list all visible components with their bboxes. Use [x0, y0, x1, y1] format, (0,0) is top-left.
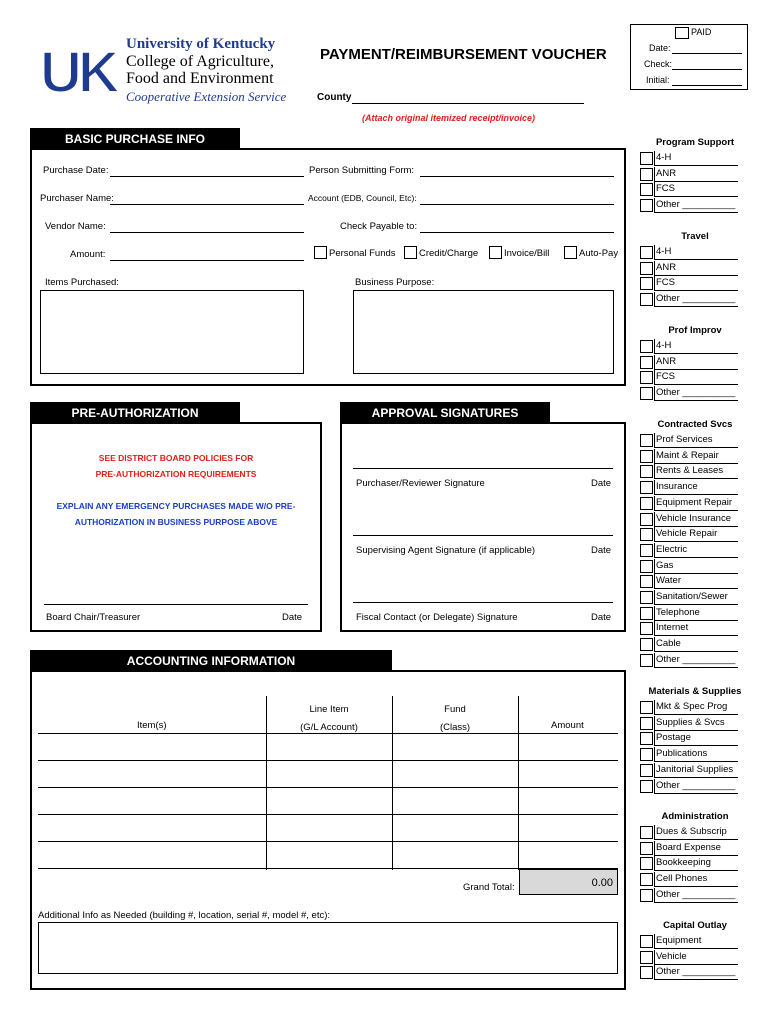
col-items-header: Item(s): [137, 720, 167, 731]
vendor-name-field[interactable]: [110, 232, 304, 233]
sidebar-option-label: Cable: [656, 638, 681, 650]
sidebar-option-checkbox[interactable]: [640, 340, 653, 353]
fiscal-signature-field[interactable]: [353, 602, 613, 603]
preauth-red-line2: PRE-AUTHORIZATION REQUIREMENTS: [95, 469, 257, 479]
sidebar-option-checkbox[interactable]: [640, 356, 653, 369]
sidebar-option-checkbox[interactable]: [640, 183, 653, 196]
sidebar-option-label: Gas: [656, 559, 674, 571]
supervising-signature-date-label: Date: [591, 545, 612, 556]
paid-label: PAID: [691, 27, 712, 37]
sidebar-option[interactable]: [640, 950, 740, 966]
sidebar-option[interactable]: [640, 527, 740, 543]
sidebar-option[interactable]: [640, 386, 740, 402]
sidebar-option-label: Water: [656, 575, 681, 587]
sidebar-option-checkbox[interactable]: [640, 450, 653, 463]
paid-check-label: Check:: [644, 59, 673, 69]
sidebar-option-label: FCS: [656, 371, 675, 383]
sidebar-option-label: Vehicle Insurance: [656, 512, 731, 524]
sidebar-option-checkbox[interactable]: [640, 873, 653, 886]
sidebar-option-checkbox[interactable]: [640, 434, 653, 447]
business-purpose-field[interactable]: [353, 290, 614, 374]
sidebar-option-label: ANR: [656, 261, 677, 273]
sidebar-option-label: Vehicle Repair: [656, 528, 718, 540]
sidebar-option[interactable]: [640, 731, 740, 747]
preauth-blue-note: [30, 498, 322, 530]
purchaser-signature-date-label: Date: [591, 478, 612, 489]
sidebar-option-checkbox[interactable]: [640, 152, 653, 165]
sidebar-option-label: Prof Services: [656, 434, 713, 445]
purchase-date-label: Purchase Date:: [43, 165, 109, 176]
sidebar-option-label: 4-H: [656, 340, 672, 351]
sidebar-option-checkbox[interactable]: [640, 371, 653, 384]
form-title: PAYMENT/REIMBURSEMENT VOUCHER: [320, 46, 607, 63]
sidebar-option-checkbox[interactable]: [640, 544, 653, 557]
sidebar-option[interactable]: [640, 276, 740, 292]
sidebar-option[interactable]: [640, 292, 740, 308]
check-payable-field[interactable]: [420, 232, 614, 233]
credit-charge-checkbox[interactable]: [404, 246, 417, 259]
sidebar-option[interactable]: [640, 872, 740, 888]
account-category-sidebar: [640, 0, 770, 1024]
sidebar-option[interactable]: [640, 433, 740, 449]
items-purchased-label: Items Purchased:: [45, 277, 119, 288]
preauth-header-bar: [30, 402, 322, 424]
sidebar-option-checkbox[interactable]: [640, 842, 653, 855]
sidebar-option-checkbox[interactable]: [640, 654, 653, 667]
sidebar-option[interactable]: [640, 370, 740, 386]
sidebar-option-label: Postage: [656, 732, 691, 744]
sidebar-option[interactable]: [640, 888, 740, 904]
sidebar-option[interactable]: [640, 198, 740, 214]
sidebar-option-label: Dues & Subscrip: [656, 826, 727, 837]
sidebar-option[interactable]: [640, 653, 740, 669]
sidebar-option-checkbox[interactable]: [640, 701, 653, 714]
logo-food: Food and Environment: [126, 70, 274, 87]
sidebar-option-checkbox[interactable]: [640, 591, 653, 604]
sidebar-group-title: Travel: [681, 231, 709, 242]
sidebar-option-checkbox[interactable]: [640, 199, 653, 212]
sidebar-option-label: Other __________: [656, 293, 736, 305]
preauth-blue-line2: AUTHORIZATION IN BUSINESS PURPOSE ABOVE: [74, 517, 278, 527]
accounting-row[interactable]: [38, 841, 618, 842]
fiscal-signature-label: Fiscal Contact (or Delegate) Signature: [356, 612, 518, 623]
board-chair-date-label: Date: [282, 612, 303, 623]
sidebar-option-label: Insurance: [656, 481, 698, 493]
sidebar-option[interactable]: [640, 449, 740, 465]
invoice-bill-checkbox[interactable]: [489, 246, 502, 259]
col-fund-header-1: Fund: [444, 704, 466, 715]
sidebar-option-label: Other __________: [656, 888, 736, 900]
sidebar-option-label: Rents & Leases: [656, 465, 724, 477]
purchaser-name-label: Purchaser Name:: [40, 193, 114, 204]
auto-pay-checkbox[interactable]: [564, 246, 577, 259]
preauth-red-line1: SEE DISTRICT BOARD POLICIES FOR: [98, 453, 254, 463]
sidebar-group-title: Materials & Supplies: [648, 686, 742, 697]
sidebar-option-label: Cell Phones: [656, 873, 708, 885]
basic-header-bar: [30, 128, 626, 150]
sidebar-option-checkbox[interactable]: [640, 638, 653, 651]
purchaser-name-field[interactable]: [110, 204, 304, 205]
fiscal-signature-date-label: Date: [591, 612, 612, 623]
sidebar-option-checkbox[interactable]: [640, 575, 653, 588]
auto-pay-label: Auto-Pay: [579, 248, 619, 259]
sidebar-option-checkbox[interactable]: [640, 481, 653, 494]
sidebar-option-checkbox[interactable]: [640, 966, 653, 979]
sidebar-option[interactable]: [640, 747, 740, 763]
credit-charge-label: Credit/Charge: [419, 248, 479, 259]
accounting-row[interactable]: [38, 760, 618, 761]
sidebar-option[interactable]: [640, 167, 740, 183]
sidebar-option-label: Other __________: [656, 653, 736, 665]
paid-date-label: Date:: [649, 43, 671, 53]
sidebar-option[interactable]: [640, 182, 740, 198]
sidebar-option[interactable]: [640, 151, 740, 167]
purchaser-signature-label: Purchaser/Reviewer Signature: [356, 478, 485, 489]
sidebar-option[interactable]: [640, 355, 740, 371]
supervising-signature-field[interactable]: [353, 535, 613, 536]
sidebar-option-label: Electric: [656, 543, 688, 555]
sidebar-option-checkbox[interactable]: [640, 465, 653, 478]
sidebar-option-checkbox[interactable]: [640, 246, 653, 259]
sidebar-option-label: Other __________: [656, 779, 736, 791]
basic-header: BASIC PURCHASE INFO: [30, 128, 240, 150]
sidebar-option[interactable]: [640, 825, 740, 841]
sidebar-option-label: ANR: [656, 355, 677, 367]
sidebar-option-checkbox[interactable]: [640, 293, 653, 306]
sidebar-option-checkbox[interactable]: [640, 387, 653, 400]
sidebar-option-checkbox[interactable]: [640, 951, 653, 964]
business-purpose-label: Business Purpose:: [355, 277, 435, 288]
col-line-item-header-2: (G/L Account): [300, 722, 358, 733]
approval-header-bar: [340, 402, 626, 424]
sidebar-option-label: Maint & Repair: [656, 449, 719, 461]
sidebar-option-checkbox[interactable]: [640, 560, 653, 573]
sidebar-option-checkbox[interactable]: [640, 764, 653, 777]
personal-funds-label: Personal Funds: [329, 248, 396, 259]
sidebar-group-title: Administration: [661, 811, 729, 822]
sidebar-option-checkbox[interactable]: [640, 497, 653, 510]
sidebar-option[interactable]: [640, 245, 740, 261]
accounting-row[interactable]: [38, 733, 618, 734]
account-field[interactable]: [420, 204, 614, 205]
sidebar-option-label: Board Expense: [656, 841, 721, 853]
sidebar-option-checkbox[interactable]: [640, 780, 653, 793]
sidebar-option[interactable]: [640, 261, 740, 277]
sidebar-option-checkbox[interactable]: [640, 622, 653, 635]
preauth-red-note: [30, 450, 322, 482]
preauth-blue-line1: EXPLAIN ANY EMERGENCY PURCHASES MADE W/O PRE-: [56, 501, 296, 511]
sidebar-option-label: Internet: [656, 622, 689, 634]
sidebar-option-checkbox[interactable]: [640, 607, 653, 620]
amount-label: Amount:: [70, 249, 106, 260]
sidebar-option[interactable]: [640, 606, 740, 622]
sidebar-option-label: Bookkeeping: [656, 857, 711, 869]
sidebar-option-label: Sanitation/Sewer: [656, 591, 728, 602]
accounting-header-bar: [30, 650, 626, 672]
sidebar-option-label: Equipment: [656, 935, 702, 946]
approval-header: APPROVAL SIGNATURES: [340, 402, 550, 424]
logo-college: College of Agriculture,: [126, 53, 274, 70]
county-label: County: [317, 92, 352, 103]
sidebar-option[interactable]: [640, 779, 740, 795]
sidebar-option[interactable]: [640, 543, 740, 559]
sidebar-option-checkbox[interactable]: [640, 748, 653, 761]
uk-logo: [40, 38, 120, 108]
sidebar-group-title: Prof Improv: [668, 325, 722, 336]
sidebar-option[interactable]: [640, 590, 740, 606]
sidebar-option-label: Telephone: [656, 606, 700, 618]
sidebar-option-label: 4-H: [656, 246, 672, 257]
sidebar-option-label: Janitorial Supplies: [656, 763, 734, 775]
sidebar-option-label: Mkt & Spec Prog: [656, 701, 728, 712]
person-submitting-field[interactable]: [420, 176, 614, 177]
approval-section: [340, 424, 626, 632]
sidebar-option[interactable]: [640, 574, 740, 590]
accounting-row[interactable]: [38, 787, 618, 788]
additional-info-field[interactable]: [38, 922, 618, 974]
additional-info-label: Additional Info as Needed (building #, location, serial #, model #, etc):: [38, 910, 331, 921]
sidebar-option-checkbox[interactable]: [640, 717, 653, 730]
sidebar-option-checkbox[interactable]: [640, 857, 653, 870]
sidebar-group-title: Contracted Svcs: [657, 419, 733, 430]
sidebar-option-label: Equipment Repair: [656, 496, 733, 508]
sidebar-group-title: Capital Outlay: [663, 920, 727, 931]
grand-total-label: Grand Total:: [463, 882, 515, 893]
amount-field[interactable]: [110, 260, 304, 261]
sidebar-option[interactable]: [640, 464, 740, 480]
supervising-signature-label: Supervising Agent Signature (if applicable): [356, 545, 536, 556]
items-purchased-field[interactable]: [40, 290, 304, 374]
col-line-item-header-1: Line Item: [309, 704, 349, 715]
sidebar-option[interactable]: [640, 339, 740, 355]
county-field[interactable]: [352, 103, 584, 104]
purchase-date-field[interactable]: [110, 176, 304, 177]
sidebar-option[interactable]: [640, 559, 740, 575]
sidebar-option[interactable]: [640, 934, 740, 950]
sidebar-option-checkbox[interactable]: [640, 513, 653, 526]
grand-total-value: [519, 869, 618, 895]
sidebar-option[interactable]: [640, 480, 740, 496]
sidebar-option-label: Vehicle: [656, 950, 687, 962]
sidebar-group-title: Program Support: [655, 137, 735, 148]
sidebar-option[interactable]: [640, 856, 740, 872]
paid-initial-label: Initial:: [646, 75, 670, 85]
sidebar-option-checkbox[interactable]: [640, 528, 653, 541]
sidebar-option[interactable]: [640, 700, 740, 716]
sidebar-option[interactable]: [640, 716, 740, 732]
sidebar-option-checkbox[interactable]: [640, 889, 653, 902]
logo-university: University of Kentucky: [126, 36, 276, 52]
grand-total-amount: 0.00: [591, 877, 613, 889]
sidebar-option[interactable]: [640, 637, 740, 653]
sidebar-option-checkbox[interactable]: [640, 935, 653, 948]
accounting-grid: [38, 696, 618, 870]
sidebar-option-label: FCS: [656, 277, 675, 289]
sidebar-option[interactable]: [640, 621, 740, 637]
sidebar-option[interactable]: [640, 965, 740, 981]
sidebar-option-label: Supplies & Svcs: [656, 716, 725, 728]
sidebar-option-checkbox[interactable]: [640, 732, 653, 745]
sidebar-option-checkbox[interactable]: [640, 168, 653, 181]
col-amount-header: Amount: [551, 720, 584, 731]
vendor-name-label: Vendor Name:: [45, 221, 106, 232]
invoice-bill-label: Invoice/Bill: [504, 248, 550, 259]
sidebar-option[interactable]: [640, 512, 740, 528]
sidebar-option-label: Other __________: [656, 966, 736, 978]
sidebar-option-label: 4-H: [656, 152, 672, 163]
sidebar-option-checkbox[interactable]: [640, 262, 653, 275]
accounting-row[interactable]: [38, 814, 618, 815]
accounting-header: ACCOUNTING INFORMATION: [30, 650, 392, 672]
uk-initials: UK: [40, 40, 116, 105]
sidebar-option[interactable]: [640, 763, 740, 779]
sidebar-option-label: Other __________: [656, 387, 736, 399]
board-chair-signature-field[interactable]: [44, 604, 308, 605]
attach-note: (Attach original itemized receipt/invoice): [362, 113, 536, 123]
col-fund-header-2: (Class): [439, 722, 471, 733]
sidebar-option[interactable]: [640, 496, 740, 512]
account-label: Account (EDB, Council, Etc):: [308, 193, 417, 203]
board-chair-label: Board Chair/Treasurer: [46, 612, 141, 623]
sidebar-option-checkbox[interactable]: [640, 277, 653, 290]
sidebar-option-label: Publications: [656, 748, 708, 760]
sidebar-option-checkbox[interactable]: [640, 826, 653, 839]
check-payable-label: Check Payable to:: [340, 221, 418, 232]
preauth-header: PRE-AUTHORIZATION: [30, 402, 240, 424]
sidebar-option[interactable]: [640, 841, 740, 857]
person-submitting-label: Person Submitting Form:: [309, 165, 415, 176]
personal-funds-checkbox[interactable]: [314, 246, 327, 259]
purchaser-signature-field[interactable]: [353, 468, 613, 469]
sidebar-option-label: FCS: [656, 183, 675, 195]
logo-extension: Cooperative Extension Service: [126, 89, 287, 104]
sidebar-option-label: Other __________: [656, 199, 736, 211]
sidebar-option-label: ANR: [656, 167, 677, 179]
